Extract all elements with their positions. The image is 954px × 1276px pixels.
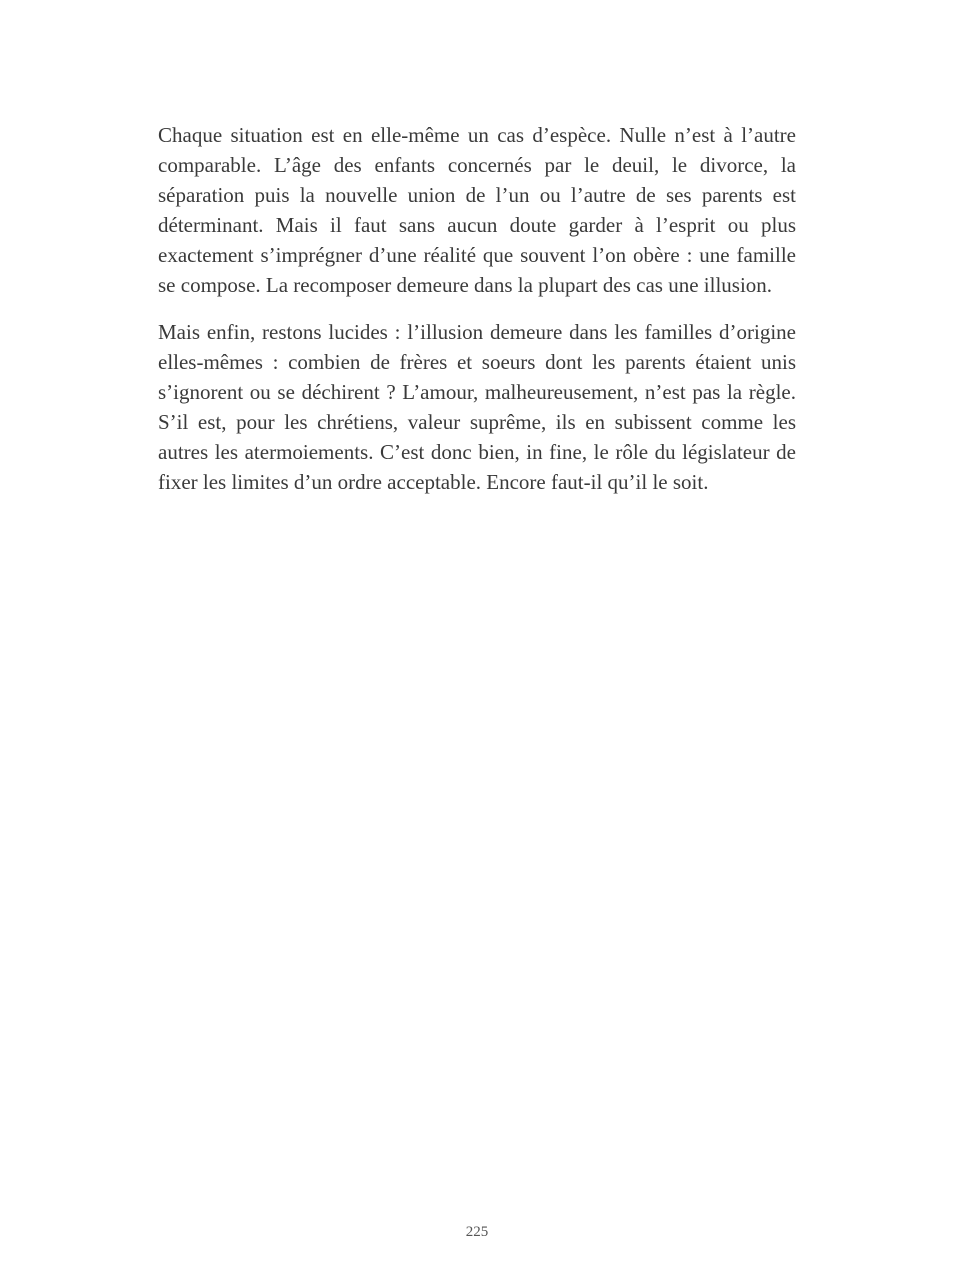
paragraph-2: Mais enfin, restons lucides : l’illusion demeure dans les familles d’origine elles-mêmes : combien de frères et soeurs dont les parents étaient unis s’ignorent ou se déchirent ? L’amour, malheureusement, n’est pas la règle. S’il est, pour les chrétiens, valeur suprême, ils en subissent comme les autres les atermoiements. C’est donc bien, in fine, le rôle du législateur de fixer les limites d’un ordre acceptable. Encore faut-il qu’il le soit.: [158, 320, 796, 494]
body-text: [158, 120, 796, 514]
page-number: 225: [465, 1224, 489, 1240]
paragraph-1: Chaque situation est en elle-même un cas d’espèce. Nulle n’est à l’autre comparable. L’âge des enfants concernés par le deuil, le divorce, la séparation puis la nouvelle union de l’un ou l’autre de ses parents est déterminant. Mais il faut sans aucun doute garder à l’esprit ou plus exactement s’imprégner d’une réalité que souvent l’on obère : une famille se compose. La recomposer demeure dans la plupart des cas une illusion.: [158, 123, 796, 297]
